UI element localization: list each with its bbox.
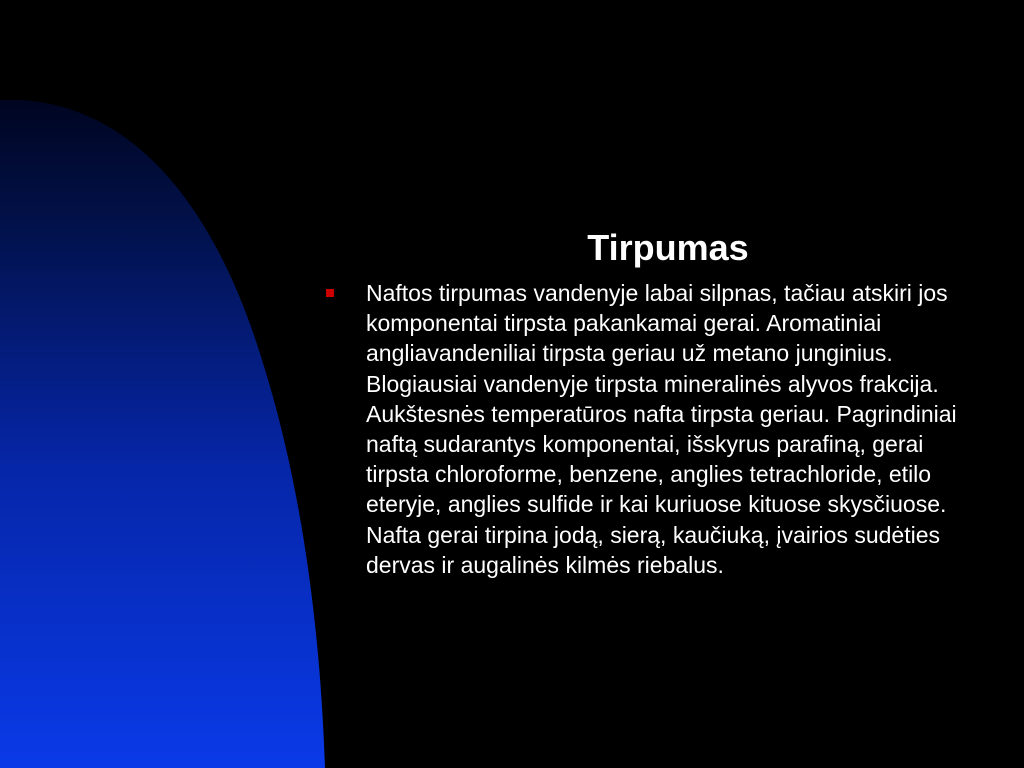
slide-title: Tirpumas <box>587 227 749 268</box>
square-bullet-icon <box>326 289 334 297</box>
bullet-list <box>326 278 986 580</box>
bullet-text: Naftos tirpumas vandenyje labai silpnas, tačiau atskiri jos komponentai tirpsta pakankamai gerai. Aromatiniai angliavandeniliai tirpsta geriau už metano junginius. Blogiausiai vandenyje tirpsta mineralinės alyvos frakcija. Aukštesnės temperatūros nafta tirpsta geriau. Pagrindiniai naftą sudarantys komponentai, išskyrus parafiną, gerai tirpsta chloroforme, benzene, anglies tetrachloride, etilo eteryje, anglies sulfide ir kai kuriuose kituose skysčiuose. Nafta gerai tirpina jodą, sierą, kaučiuką, įvairios sudėties dervas ir augalinės kilmės riebalus. <box>366 280 957 578</box>
bullet-item <box>326 278 986 580</box>
